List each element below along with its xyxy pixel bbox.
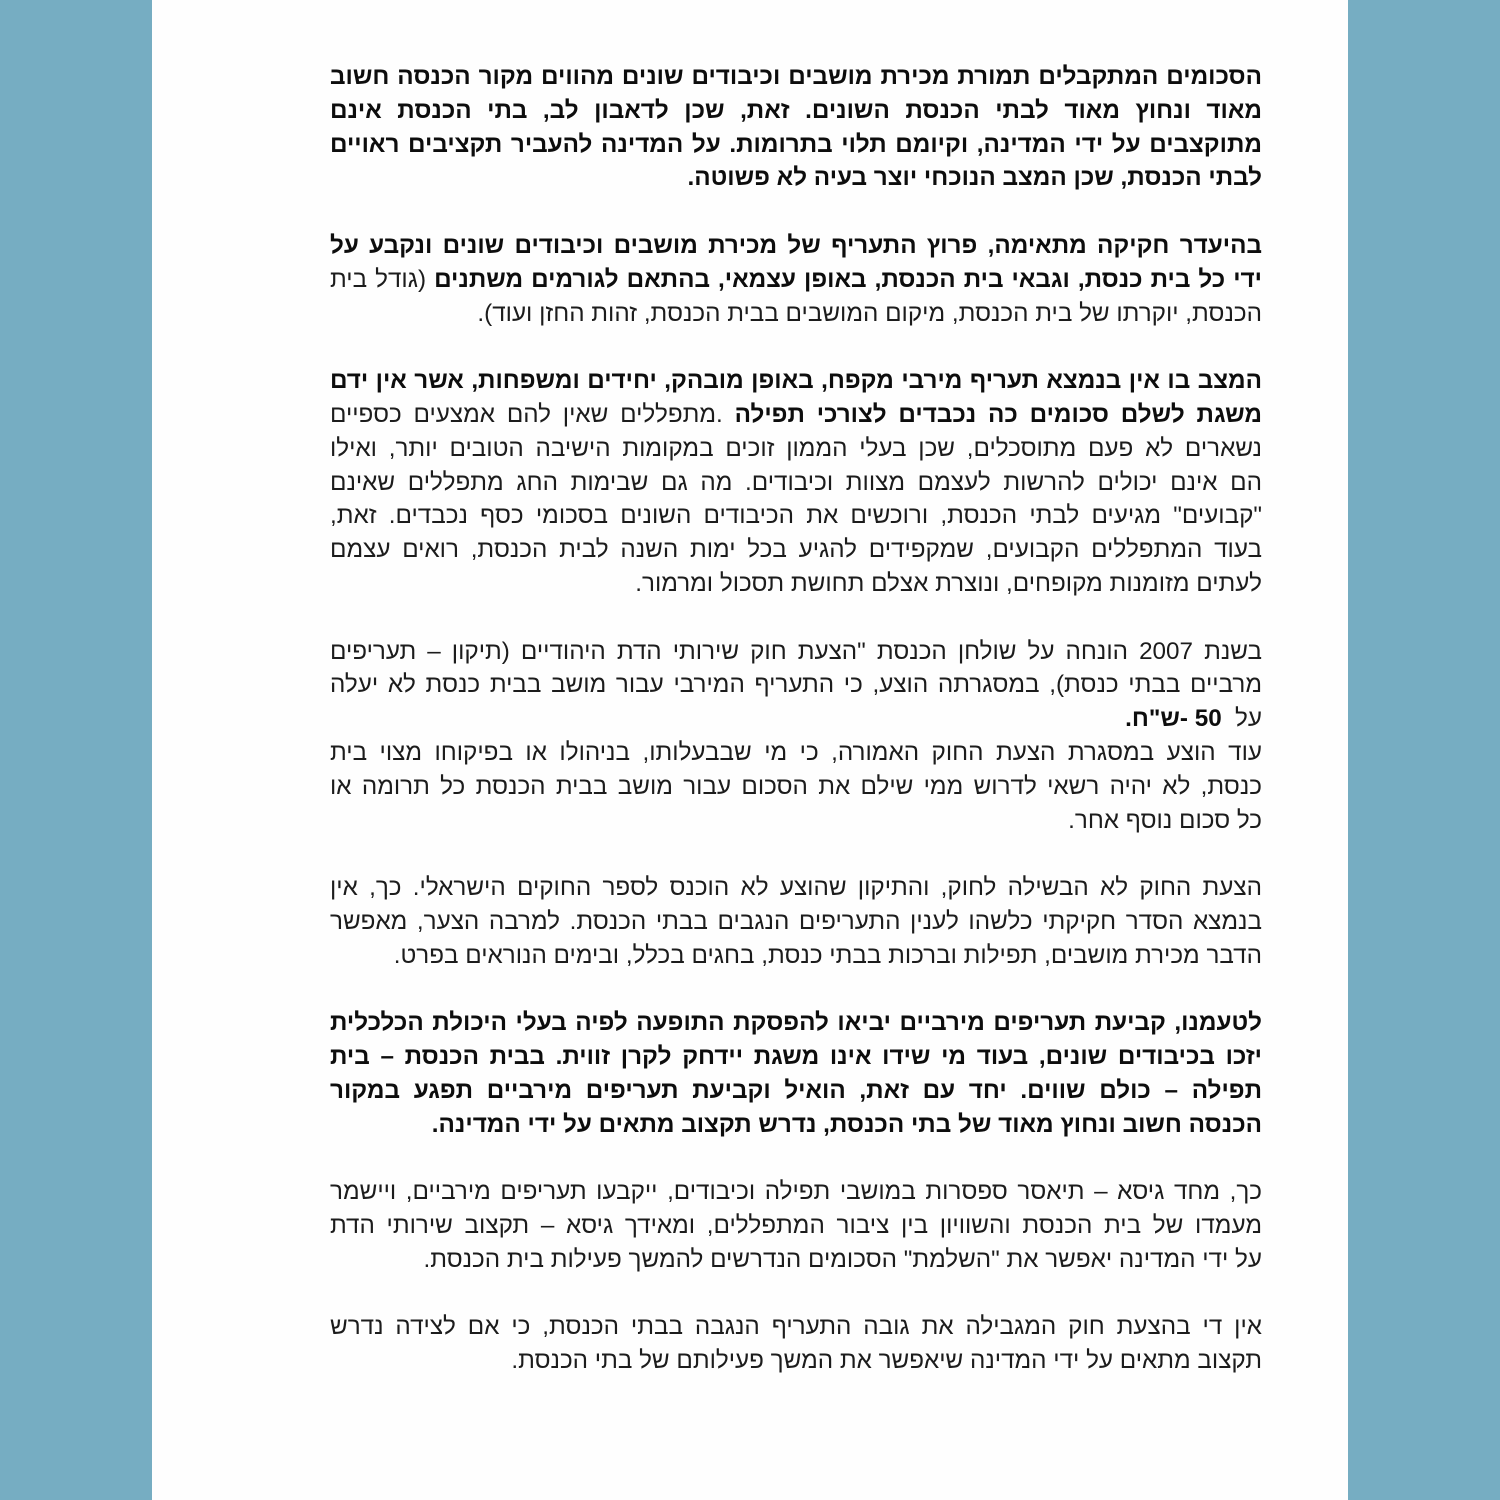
text-line: בהיעדר חקיקה מתאימה, פרוץ התעריף של מכירת מושבים וכיבודים שונים ונקבע על bbox=[330, 231, 1262, 259]
text-line: מרביים בבתי כנסת), במסגרתה הוצע, כי התעריף המירבי עבור מושב בבית כנסת לא יעלה bbox=[330, 671, 1262, 699]
text-line: לבתי הכנסת, שכן המצב הנוכחי יוצר בעיה לא פשוטה. bbox=[687, 164, 1262, 192]
paragraph-3 bbox=[330, 364, 1262, 601]
text-line: "קבועים" מגיעים לבתי הכנסת, ורוכשים את הכיבודים השונים בסכומי כסף נכבדים. זאת, bbox=[330, 502, 1262, 530]
paragraph-2 bbox=[330, 229, 1262, 330]
text-line: בעוד המתפללים הקבועים, שמקפידים להגיע בכל ימות השנה לבית הכנסת, רואים עצמם bbox=[330, 536, 1262, 564]
text-line: כל סכום נוסף אחר. bbox=[1068, 806, 1262, 834]
text-line: על ידי המדינה יאפשר את "השלמת" הסכומים הנדרשים להמשך פעילות בית הכנסת. bbox=[423, 1245, 1262, 1273]
regular-text-segment: (גודל בית bbox=[330, 265, 427, 293]
text-line: מאוד ונחוץ מאוד לבתי הכנסת השונים. זאת, שכן לדאבון לב, בתי הכנסת אינם bbox=[330, 96, 1262, 124]
text-line: עוד הוצע במסגרת הצעת החוק האמורה, כי מי שבבעלותו, בניהולו או בפיקוחו מצוי בית bbox=[330, 738, 1262, 766]
regular-text-segment: .מתפללים שאין להם אמצעים כספיים bbox=[330, 400, 723, 428]
text-line: בנמצא הסדר חקיקתי כלשהו לענין התעריפים הנגבים בבתי הכנסת. למרבה הצער, מאפשר bbox=[330, 907, 1262, 935]
text-line: המצב בו אין בנמצא תעריף מירבי מקפח, באופן מובהק, יחידים ומשפחות, אשר אין ידם bbox=[330, 367, 1262, 395]
paragraph-1 bbox=[330, 60, 1262, 195]
bold-text-segment: משגת לשלם סכומים כה נכבדים לצורכי תפילה bbox=[734, 400, 1262, 428]
paragraph-6 bbox=[330, 1006, 1262, 1141]
text-line bbox=[330, 263, 1262, 297]
text-line: הם אינם יכולים להרשות לעצמם מצוות וכיבודים. מה גם שבימות החג מתפללים שאינם bbox=[330, 468, 1262, 496]
bold-price-segment: 50 -ש"ח. bbox=[1125, 705, 1222, 733]
text-line: הכנסת, יוקרתו של בית הכנסת, מיקום המושבים בבית הכנסת, זהות החזן ועוד). bbox=[477, 299, 1262, 327]
text-line: מעמדו של בית הכנסת והשוויון בין ציבור המתפללים, ומאידך גיסא – תקצוב שירותי הדת bbox=[330, 1212, 1262, 1240]
text-line: בשנת 2007 הונחה על שולחן הכנסת "הצעת חוק שירותי הדת היהודיים (תיקון – תעריפים bbox=[330, 637, 1262, 665]
text-line bbox=[330, 702, 1262, 736]
paragraph-4 bbox=[330, 635, 1262, 838]
text-line: אין די בהצעת חוק המגבילה את גובה התעריף הנגבה בבתי הכנסת, כי אם לצידה נדרש bbox=[330, 1313, 1262, 1341]
text-line: כך, מחד גיסא – תיאסר ספסרות במושבי תפילה וכיבודים, ייקבעו תעריפים מירביים, ויישמר bbox=[330, 1178, 1262, 1206]
text-line: תפילה – כולם שווים. יחד עם זאת, הואיל וקביעת תעריפים מירביים תפגע במקור bbox=[330, 1076, 1262, 1104]
text-line: לטעמנו, קביעת תעריפים מירביים יביאו להפסקת התופעה לפיה בעלי היכולת הכלכלית bbox=[330, 1009, 1262, 1037]
text-line: מתוקצבים על ידי המדינה, וקיומם תלוי בתרומות. על המדינה להעביר תקציבים ראויים bbox=[330, 130, 1262, 158]
text-line: הסכומים המתקבלים תמורת מכירת מושבים וכיבודים שונים מהווים מקור הכנסה חשוב bbox=[330, 63, 1262, 90]
text-line: הצעת החוק לא הבשילה לחוק, והתיקון שהוצע לא הוכנס לספר החוקים הישראלי. כך, אין bbox=[330, 874, 1262, 902]
paragraph-8 bbox=[330, 1310, 1262, 1378]
document-body bbox=[330, 60, 1262, 1378]
text-line: לעתים מזומנות מקופחים, ונוצרת אצלם תחושת תסכול ומרמור. bbox=[635, 569, 1262, 597]
bold-text-segment: ידי כל בית כנסת, וגבאי בית הכנסת, באופן עצמאי, בהתאם לגורמים משתנים bbox=[434, 265, 1262, 293]
text-line: יזכו בכיבודים שונים, בעוד מי שידו אינו משגת יידחק לקרן זווית. בבית הכנסת – בית bbox=[330, 1043, 1262, 1071]
text-line: הכנסה חשוב ונחוץ מאוד של בתי הכנסת, נדרש תקצוב מתאים על ידי המדינה. bbox=[431, 1110, 1262, 1138]
document-page bbox=[152, 0, 1348, 1500]
paragraph-7 bbox=[330, 1175, 1262, 1276]
text-line: כנסת, לא יהיה רשאי לדרוש ממי שילם את הסכום עבור מושב בבית הכנסת כל תרומה או bbox=[330, 772, 1262, 800]
text-line bbox=[330, 398, 1262, 432]
text-line: הדבר מכירת מושבים, תפילות וברכות בבתי כנסת, בחגים בכלל, ובימים הנוראים בפרט. bbox=[393, 941, 1262, 969]
text-line: תקצוב מתאים על ידי המדינה שיאפשר את המשך פעילותם של בתי הכנסת. bbox=[511, 1347, 1262, 1375]
regular-text-segment: על bbox=[1235, 705, 1262, 733]
text-line: נשארים לא פעם מתוסכלים, שכן בעלי הממון זוכים במקומות הישיבה הטובים יותר, ואילו bbox=[330, 434, 1262, 462]
paragraph-5 bbox=[330, 871, 1262, 972]
page-border-right bbox=[1348, 0, 1500, 1500]
page-border-left bbox=[0, 0, 152, 1500]
